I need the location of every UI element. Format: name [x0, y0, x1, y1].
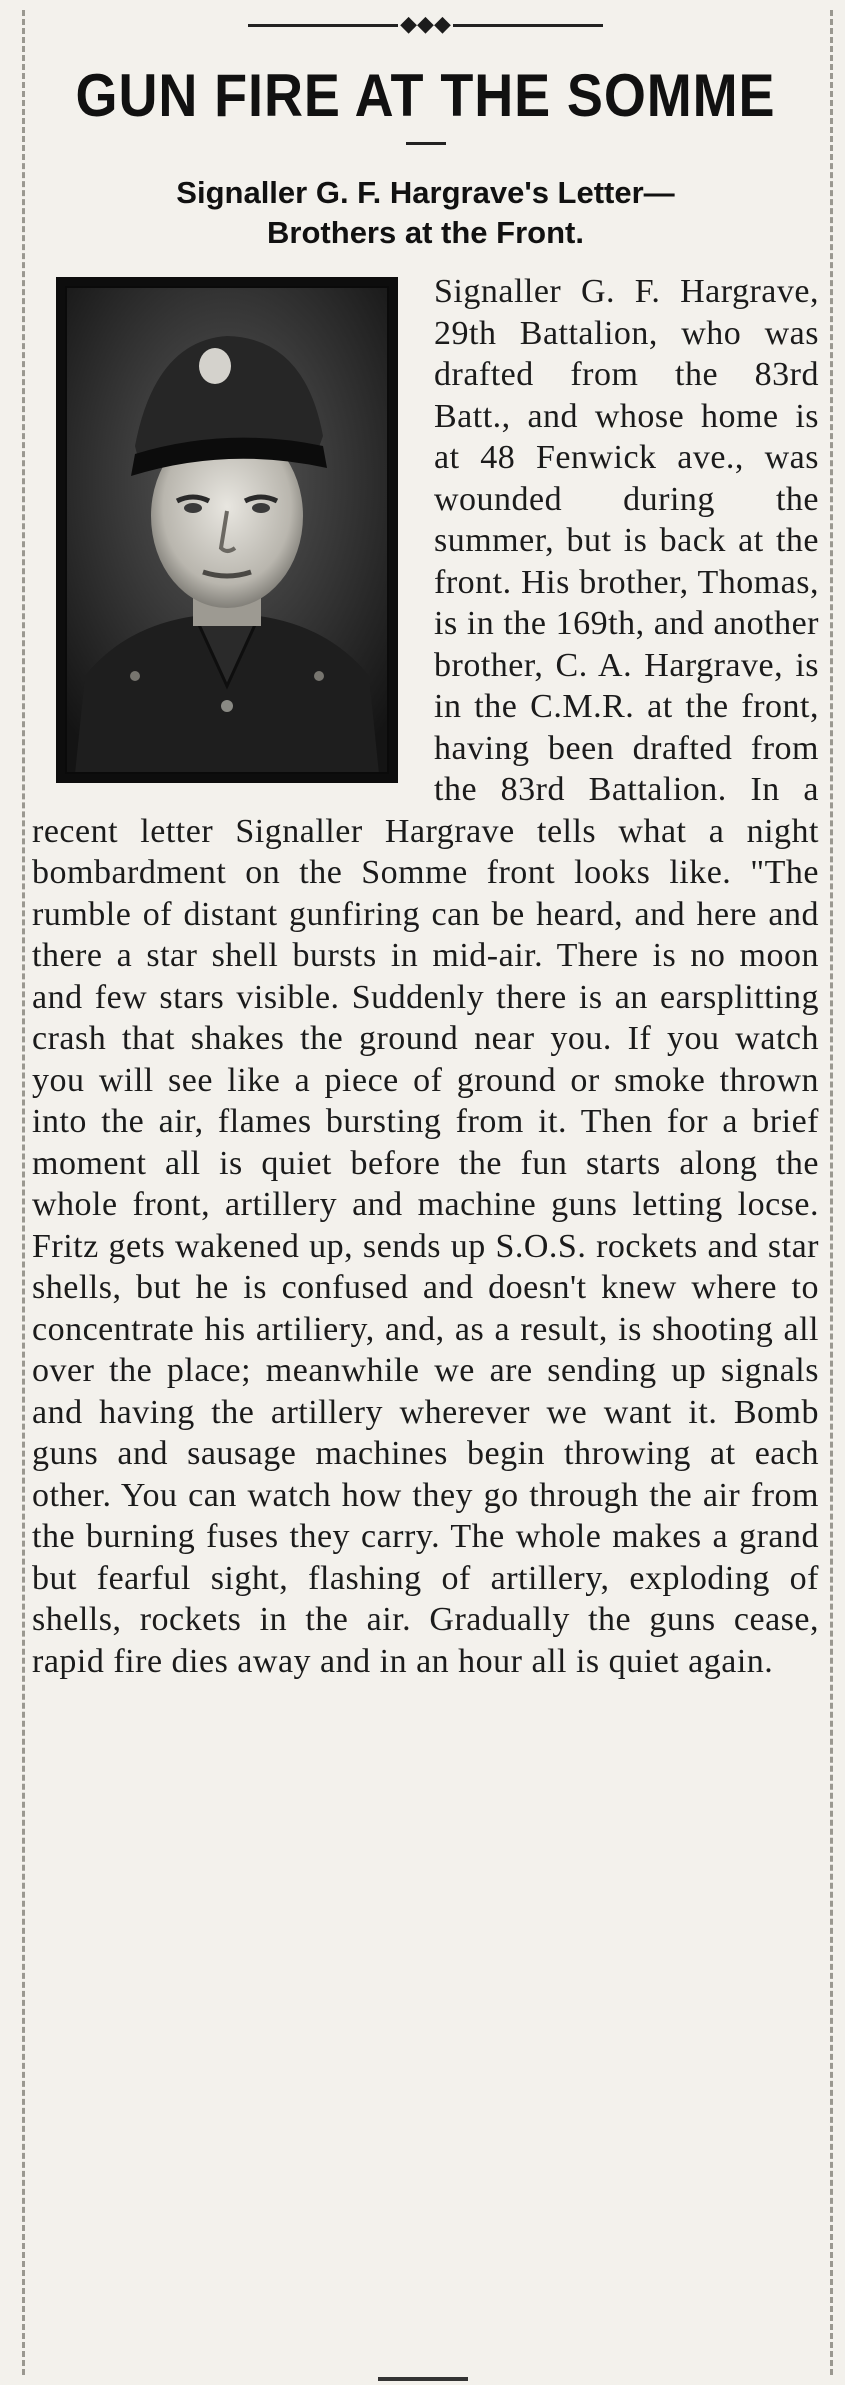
- left-column-rule: [22, 10, 25, 2375]
- article-body: [32, 271, 819, 1682]
- right-column-rule: [830, 10, 833, 2375]
- subheadline: [32, 173, 819, 253]
- article-text: Signaller G. F. Hargrave, 29th Battalion, who was drafted from the 83rd Batt., and whose home is at 48 Fenwick ave., was wounded during the summer, but is back at the front. His brother, Thomas, is in the 169th, and another brother, C. A. Hargrave, is in the C.M.R. at the front, having been drafted from the 83rd Battalion. In a recent letter Signaller Hargrave tells what a night bombardment on the Somme front looks like. "The rumble of distant gunfiring can be heard, and here and there a star shell bursts in mid-air. There is no moon and few stars visible. Suddenly there is an earsplitting crash that shakes the ground near you. If you watch you will see like a piece of ground or smoke thrown into the air, flames bursting from it. Then for a brief moment all is quiet before the fun starts along the whole front, artillery and machine guns letting locse. Fritz gets wakened up, sends up S.O.S. rockets and star shells, but he is confused and doesn't knew where to concentrate his artiliery, and, as a result, is shooting all over the place; meanwhile we are sending up signals and having the artillery wherever we want it. Bomb guns and sausage machines begin throwing at each other. You can watch how they go through the air from the burning fuses they carry. The whole makes a grand but fearful sight, flashing of artillery, exploding of shells, rockets in the air. Gradually the guns cease, rapid fire dies away and in an hour all is quiet again.: [32, 273, 819, 1680]
- subheadline-line-2: Brothers at the Front.: [267, 215, 584, 250]
- bottom-ornament-divider: [0, 2377, 845, 2381]
- subheadline-line-1: Signaller G. F. Hargrave's Letter—: [176, 175, 675, 210]
- soldier-portrait-image: [65, 286, 389, 774]
- top-ornament-divider: ◆◆◆: [32, 0, 819, 36]
- headline-divider: [406, 142, 446, 145]
- headline: GUN FIRE AT THE SOMME: [75, 62, 776, 129]
- soldier-portrait-photo: [56, 277, 398, 783]
